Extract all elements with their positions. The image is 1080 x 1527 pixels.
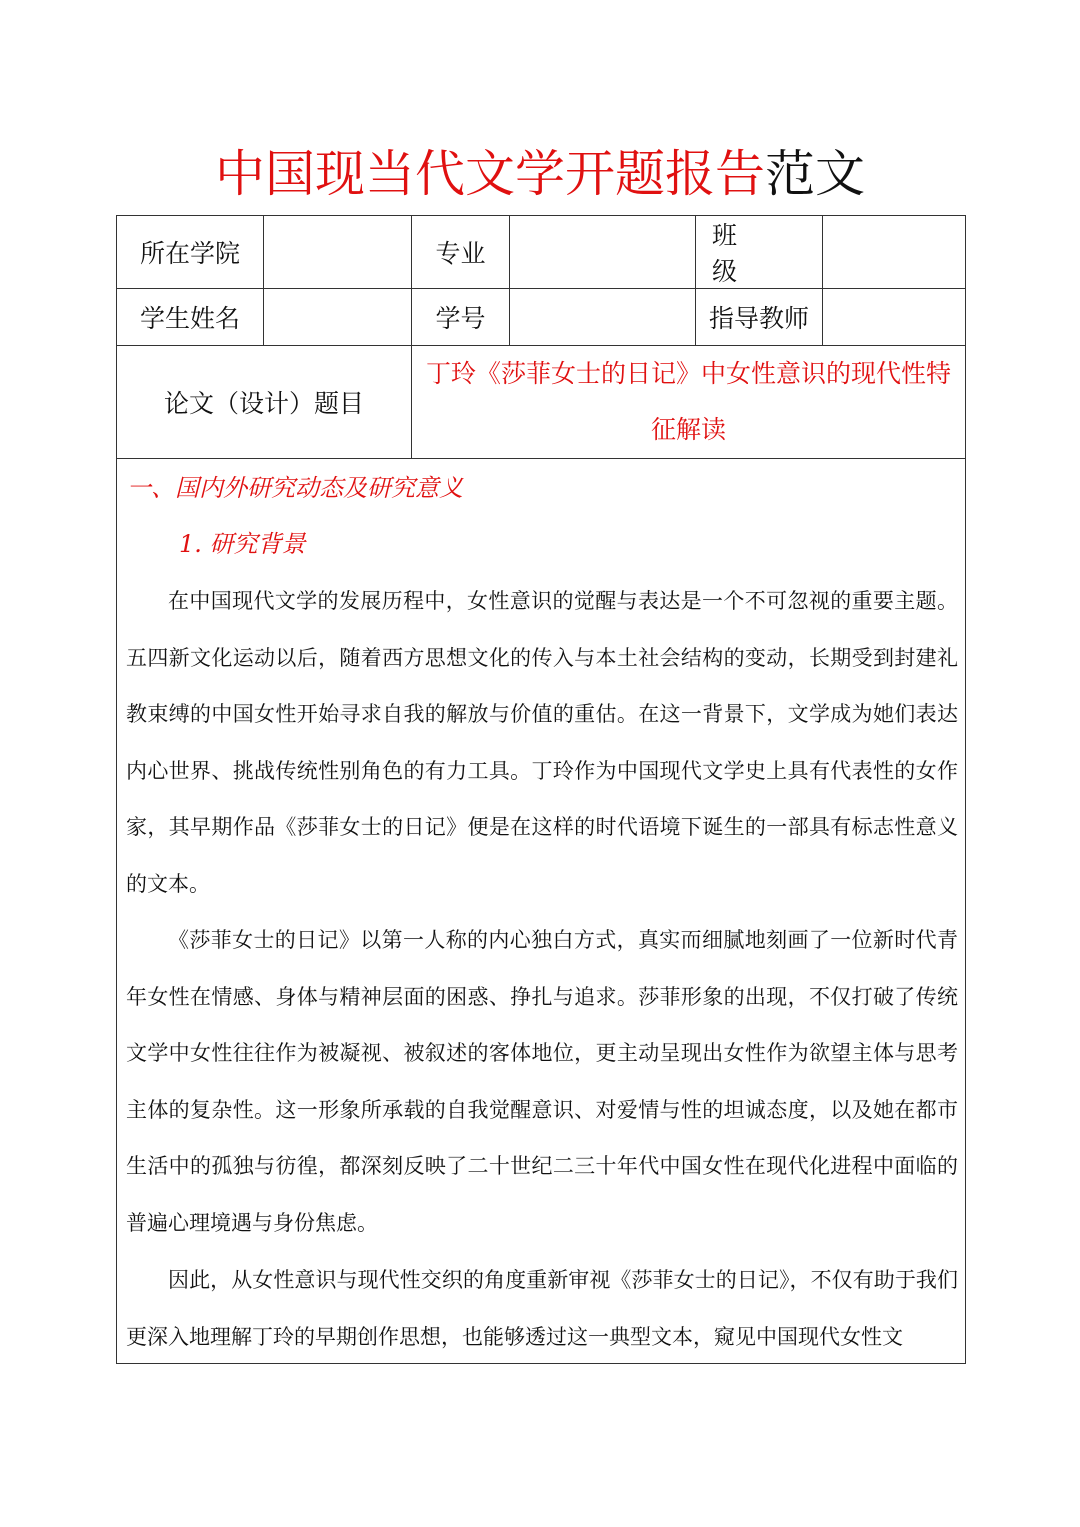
- college-label: 所在学院: [117, 216, 264, 289]
- class-label-b: 级: [712, 257, 738, 286]
- class-label: [696, 216, 823, 289]
- topic-value[interactable]: 丁玲《莎菲女士的日记》中女性意识的现代性特征解读: [412, 346, 966, 459]
- class-value-cell[interactable]: [823, 216, 966, 289]
- title-black-part: 范文: [765, 145, 865, 203]
- paragraph-3: 因此，从女性意识与现代性交织的角度重新审视《莎菲女士的日记》，不仅有助于我们更深入地理解丁玲的早期创作思想，也能够透过这一典型文本，窥见中国现代女性文: [126, 1268, 958, 1349]
- major-label: 专业: [412, 216, 510, 289]
- paragraph-2: 《莎菲女士的日记》以第一人称的内心独白方式，真实而细腻地刻画了一位新时代青年女性在情感、身体与精神层面的困惑、挣扎与追求。莎菲形象的出现，不仅打破了传统文学中女性往往作为被凝视、被叙述的客体地位，更主动呈现出女性作为欲望主体与思考主体的复杂性。这一形象所承载的自我觉醒意识、对爱情与性的坦诚态度，以及她在都市生活中的孤独与彷徨，都深刻反映了二十世纪二三十年代中国女性在现代化进程中面临的普遍心理境遇与身份焦虑。: [126, 928, 958, 1235]
- student-name-value-cell[interactable]: [264, 289, 412, 346]
- college-value-cell[interactable]: [264, 216, 412, 289]
- section-heading: 一、国内外研究动态及研究意义: [127, 474, 463, 502]
- class-label-a: 班: [712, 221, 738, 250]
- student-name-label: 学生姓名: [117, 289, 264, 346]
- document-title: [0, 140, 1080, 208]
- advisor-value-cell[interactable]: [823, 289, 966, 346]
- major-value-cell[interactable]: [510, 216, 696, 289]
- advisor-label: 指导教师: [696, 289, 823, 346]
- student-id-label: 学号: [412, 289, 510, 346]
- form-row-college: [117, 216, 966, 289]
- topic-label: 论文（设计）题目: [117, 346, 412, 459]
- form-row-topic: [117, 346, 966, 459]
- paragraph-1: 在中国现代文学的发展历程中，女性意识的觉醒与表达是一个不可忽视的重要主题。五四新文化运动以后，随着西方思想文化的传入与本土社会结构的变动，长期受到封建礼教束缚的中国女性开始寻求自我的解放与价值的重估。在这一背景下，文学成为她们表达内心世界、挑战传统性别角色的有力工具。丁玲作为中国现代文学史上具有代表性的女作家，其早期作品《莎菲女士的日记》便是在这样的时代语境下诞生的一部具有标志性意义的文本。: [126, 589, 958, 896]
- content-body: [117, 459, 965, 1363]
- form-row-content: [117, 459, 966, 1364]
- content-cell: [117, 459, 966, 1364]
- proposal-form-table: [116, 215, 966, 1364]
- title-red-part: 中国现当代文学开题报告: [215, 145, 765, 203]
- student-id-value-cell[interactable]: [510, 289, 696, 346]
- subsection-heading: 1. 研究背景: [179, 530, 306, 558]
- form-row-student: [117, 289, 966, 346]
